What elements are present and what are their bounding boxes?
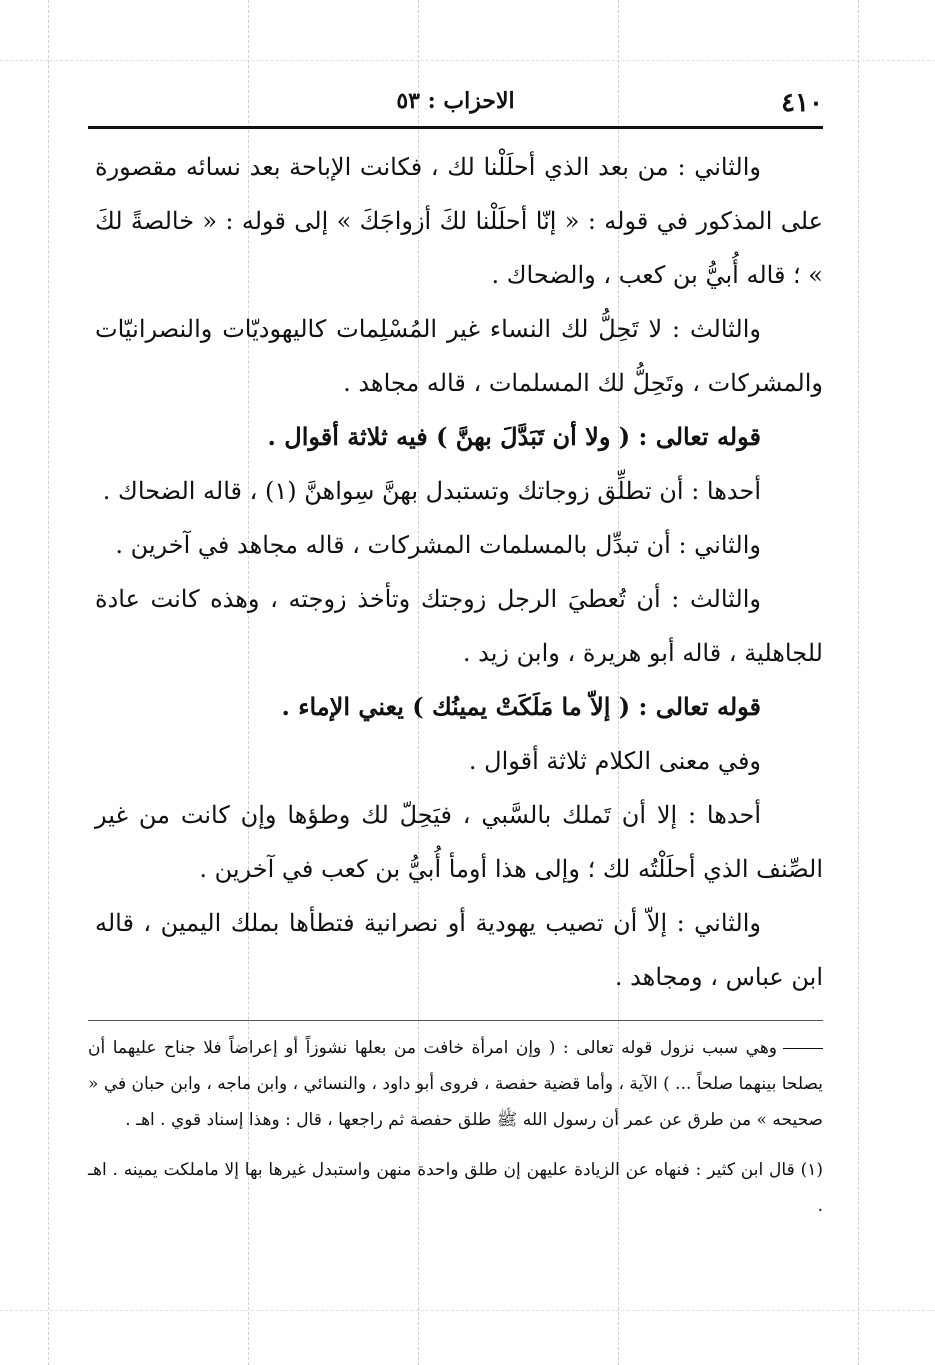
quran-reference: قوله تعالى : ( ولا أن تَبَدَّلَ بهنَّ ) فيه ثلاثة أقوال . (267, 422, 761, 451)
grid-guide (0, 1310, 935, 1311)
paragraph: والثالث : لا تَحِلُّ لك النساء غير المُسْلِمات كاليهوديّات والنصرانيّات والمشركات ، وتَحِلُّ لك المسلمات ، قاله مجاهد . (95, 315, 823, 397)
grid-guide (858, 0, 859, 1365)
paragraph: أحدها : أن تطلِّق زوجاتك وتستبدل بهنَّ سِواهنَّ (١) ، قاله الضحاك . (102, 477, 761, 505)
running-title: الاحزاب : ٥٣ (396, 88, 515, 114)
footnote-continued (88, 1030, 823, 1138)
paragraph: والثاني : إلاّ أن تصيب يهودية أو نصرانية فتطأها بملك اليمين ، قاله ابن عباس ، ومجاهد . (95, 909, 823, 991)
paragraph: وفي معنى الكلام ثلاثة أقوال . (468, 747, 761, 775)
main-text (95, 140, 823, 1004)
header-rule (88, 126, 823, 129)
footnote-rule (88, 1020, 823, 1021)
grid-guide (0, 60, 935, 61)
paragraph: أحدها : إلا أن تَملك بالسَّبي ، فيَحِلّ لك وطؤها وإن كانت من غير الصِّنف الذي أحلَلْتُه لك ؛ وإلى هذا أومأ أُبيُّ بن كعب في آخرين . (95, 801, 823, 883)
quran-reference: قوله تعالى : ( إلاّ ما مَلَكَتْ يمينُك ) يعني الإماء . (281, 692, 761, 721)
footnote-text: وهي سبب نزول قوله تعالى : ( وإن امرأة خافت من بعلها نشوزاً أو إعراضاً فلا جناح عليهما أن يصلحا بينهما صلحاً ... ) الآية ، وأما قضية حفصة ، فروى أبو داود ، والنسائي ، وابن ماجه ، وابن حبان في « صحيحه » من طرق عن عمر أن رسول الله ﷺ طلق حفصة ثم راجعها ، قال : وهذا إسناد قوي . اهـ . (88, 1038, 823, 1130)
page-number: ٤١٠ (781, 88, 823, 118)
paragraph: والثالث : أن تُعطيَ الرجل زوجتك وتأخذ زوجته ، وهذه كانت عادة للجاهلية ، قاله أبو هريرة ، وابن زيد . (95, 585, 823, 667)
footnotes (88, 1030, 823, 1224)
paragraph: والثاني : أن تبدِّل بالمسلمات المشركات ، قاله مجاهد في آخرين . (115, 531, 761, 559)
grid-guide (48, 0, 49, 1365)
paragraph: والثاني : من بعد الذي أحلَلْنا لك ، فكانت الإباحة بعد نسائه مقصورة على المذكور في قوله : « إنّا أحلَلْنا لكَ أزواجَكَ » إلى قوله : « خالصةً لكَ » ؛ قاله أُبيُّ بن كعب ، والضحاك . (95, 153, 823, 289)
continuation-dash (783, 1048, 823, 1049)
page-header (88, 82, 823, 122)
footnote-1: (١) قال ابن كثير : فنهاه عن الزيادة عليهن إن طلق واحدة منهن واستبدل غيرها بها إلا ماملكت يمينه . اهـ . (88, 1160, 823, 1216)
